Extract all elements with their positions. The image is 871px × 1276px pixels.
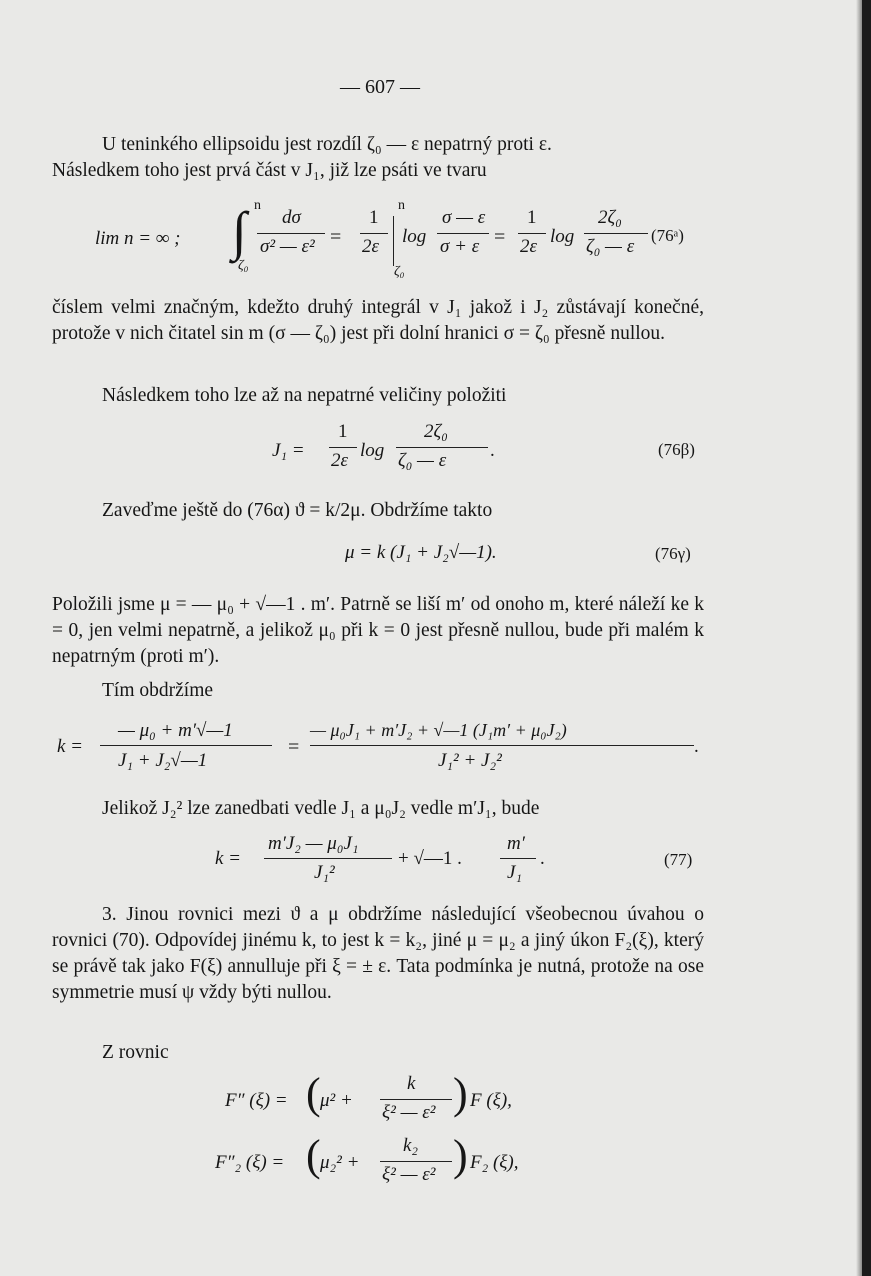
paragraph: Jelikož J₂² lze zanedbati vedle J₁ a μ₀J₂ vedle m′J₁, bude	[102, 798, 540, 819]
paragraph: Tím obdržíme	[102, 680, 214, 701]
scanned-page: — 607 — U teninkého ellipsoidu jest rozdíl ζ₀ — ε nepatrný proti ε. Následkem toho jest prvá část v J₁, již lze psáti ve tvaru lim n = ∞ ; n ∫ ζ₀ dσ σ² — ε² = 1 2ε n ζ₀ log σ — ε σ + ε = 1 2ε log 2ζ₀ ζ₀ — ε (76ᵃ) číslem velmi značným, kdežto druhý integrál v J₁ jakož i J₂ zůstávají konečné, protože v nich čitatel sin m (σ — ζ₀) jest při dolní hranici σ = ζ₀ přesně nullou. Následkem toho lze až na nepatrné veličiny položiti J₁ = 1 2ε log 2ζ₀ ζ₀ — ε . (76β) Zaveďme ještě do (76α) ϑ = k/2μ. Obdržíme takto μ = k (J₁ + J₂√—1). (76γ) Položili jsme μ = — μ₀ + √—1 . m′. Patrně se liší m′ od onoho m, které náleží ke k = 0, jen velmi nepatrně, a jelikož μ₀ při k = 0 jest přesně nullou, bude při malém k nepatrným (proti m′). Tím obdržíme k = — μ₀ + m′√—1 J₁ + J₂√—1 = — μ₀J₁ + m′J₂ + √—1 (J₁m′ + μ₀J₂) J₁² + J₂² . Jelikož J₂² lze zanedbati vedle J₁ a μ₀J₂ vedle m′J₁, bude k = m′J₂ — μ₀J₁ J₁² + √—1 . m′ J₁ . (77) 3. Jinou rovnici mezi ϑ a μ obdržíme následující všeobecnou úvahou o rovnici (70). Odpovídej jinému k, to jest k = k₂, jiné μ = μ₂ a jiný úkon F₂(ξ), který se právě tak jako F(ξ) annulluje při ξ = ± ε. Tata podmínka je nutná, protože na ose symmetrie musí ψ vždy býti nullou. Z rovnic F″ (ξ) = ( μ² + k ξ² — ε² ) F (ξ), F″₂ (ξ) = ( μ₂² + k₂ ξ² — ε² ) F₂ (ξ),	[0, 0, 871, 1276]
equation-label: (77)	[664, 850, 693, 869]
page-number: — 607 —	[340, 76, 420, 98]
equation-label: (76γ)	[655, 544, 691, 563]
paragraph: Z rovnic	[102, 1042, 169, 1063]
paragraph-line: Následkem toho jest prvá část v J₁, již lze psáti ve tvaru	[52, 160, 487, 181]
paragraph: 3. Jinou rovnici mezi ϑ a μ obdržíme následující všeobecnou úvahou o rovnici (70). Odpovídej jinému k, to jest k = k₂, jiné μ = μ₂ a jiný úkon F₂(ξ), který se právě tak jako F(ξ) annulluje při ξ = ± ε. Tata podmínka je nutná, protože na ose symmetrie musí ψ vždy býti nullou.	[52, 904, 704, 1003]
paragraph: Následkem toho lze až na nepatrné veličiny položiti	[102, 385, 507, 406]
paragraph: Zaveďme ještě do (76α) ϑ = k/2μ. Obdržíme takto	[102, 500, 493, 521]
equation-label: (76β)	[658, 440, 695, 459]
paragraph-line: U teninkého ellipsoidu jest rozdíl ζ₀ — ε nepatrný proti ε.	[102, 134, 552, 155]
page-edge	[862, 0, 871, 1276]
equation-label: (76ᵃ)	[651, 226, 684, 245]
paragraph: číslem velmi značným, kdežto druhý integrál v J₁ jakož i J₂ zůstávají konečné, protože v nich čitatel sin m (σ — ζ₀) jest při dolní hranici σ = ζ₀ přesně nullou.	[52, 297, 704, 344]
paragraph: Položili jsme μ = — μ₀ + √—1 . m′. Patrně se liší m′ od onoho m, které náleží ke k = 0, jen velmi nepatrně, a jelikož μ₀ při k = 0 jest přesně nullou, bude při malém k nepatrným (proti m′).	[52, 594, 704, 667]
